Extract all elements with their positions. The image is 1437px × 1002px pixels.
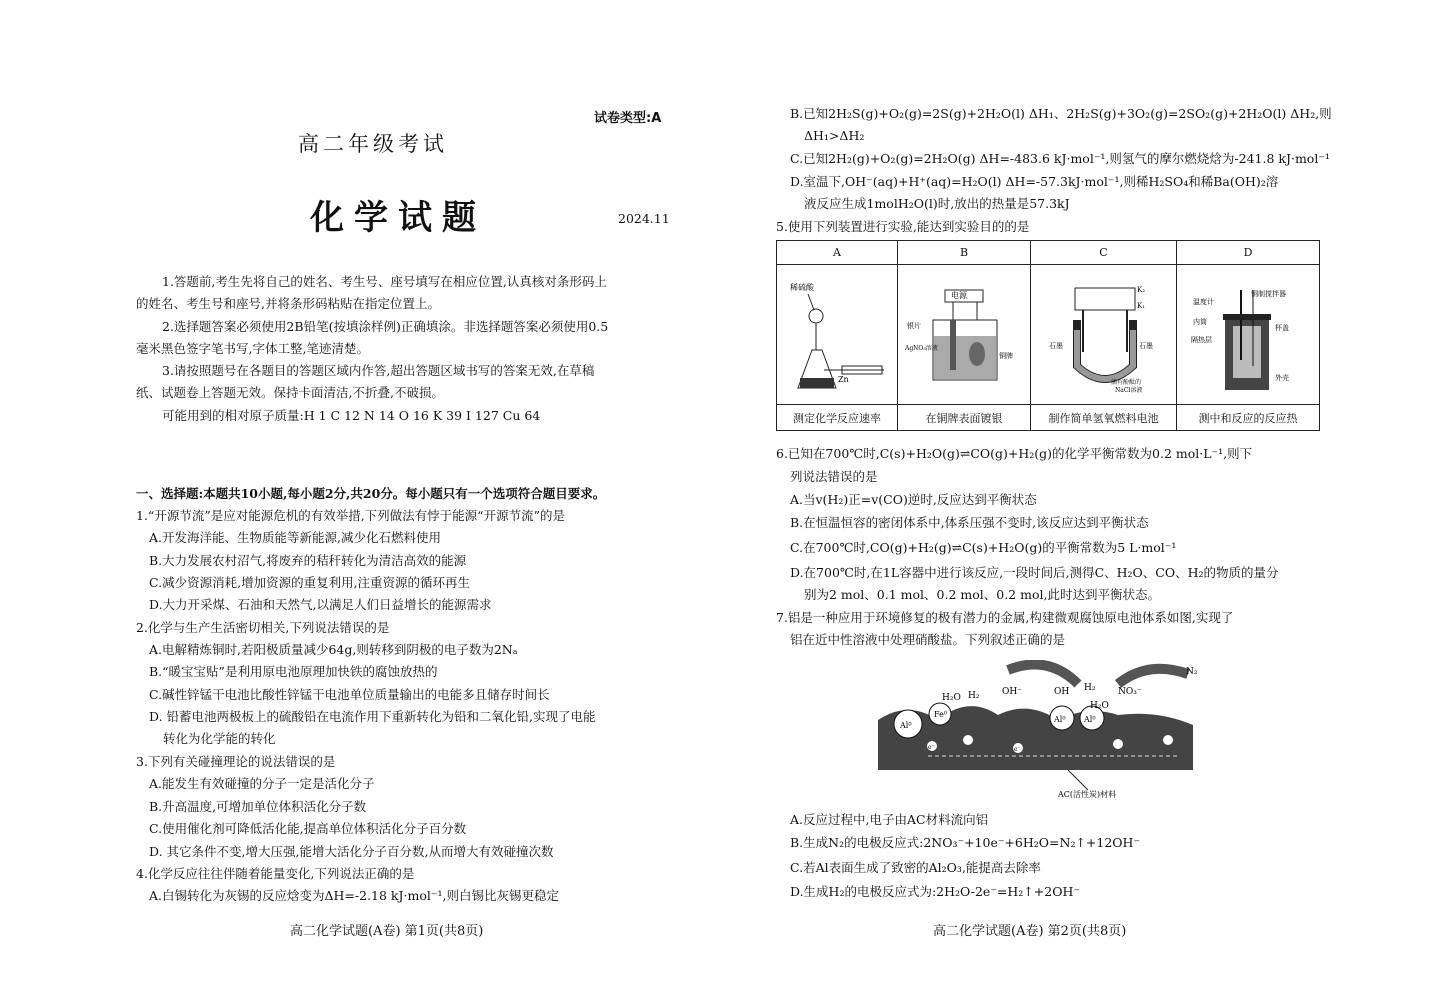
- option: D. 铅蓄电池两极板上的硫酸铅在电流作用下重新转化为铅和二氧化铅,实现了电能: [149, 709, 596, 724]
- page-footer: 高二化学试题(A卷) 第1页(共8页): [290, 924, 484, 939]
- label-shell: 外壳: [1275, 373, 1289, 382]
- exam-name: 高二年级考试: [298, 132, 448, 156]
- corrosion-figure: [868, 660, 1208, 800]
- page-footer: 高二化学试题(A卷) 第2页(共8页): [933, 924, 1127, 939]
- label-h2: H₂: [1084, 683, 1096, 693]
- table-header: D: [1177, 241, 1320, 265]
- label-n2: N₂: [1186, 667, 1198, 677]
- plating-diagram: [905, 270, 1023, 400]
- label-al: Al⁰: [1054, 715, 1066, 724]
- table-caption: 测定化学反应速率: [777, 405, 898, 431]
- label-graphite-right: 石墨: [1138, 341, 1153, 350]
- label-zn: Zn: [838, 374, 849, 384]
- option: C.已知2H₂(g)+O₂(g)=2H₂O(g) ΔH=-483.6 kJ·mol⁻¹,则氢气的摩尔燃烧焓为-241.8 kJ·mol⁻¹: [790, 151, 1330, 166]
- instruction-line: 3.请按照题号在各题目的答题区域内作答,超出答题区域书写的答案无效,在草稿: [162, 363, 595, 378]
- label-stirrer: 铜制搅拌器: [1251, 289, 1286, 298]
- label-oh: OH: [1054, 687, 1070, 697]
- instruction-line: 的姓名、考生号和座号,并将条形码粘贴在指定位置上。: [136, 296, 440, 311]
- option: B.生成N₂的电极反应式:2NO₃⁻+10e⁻+6H₂O=N₂↑+12OH⁻: [790, 835, 1141, 850]
- option: C.在700℃时,CO(g)+H₂(g)⇌C(s)+H₂O(g)的平衡常数为5 L·mol⁻¹: [790, 540, 1177, 555]
- label-agno3: AgNO₃溶液: [905, 344, 938, 352]
- question-stem: 5.使用下列装置进行实验,能达到实验目的的是: [776, 219, 1030, 234]
- option: B.已知2H₂S(g)+O₂(g)=2S(g)+2H₂O(l) ΔH₁、2H₂S(g)+3O₂(g)=2SO₂(g)+2H₂O(l) ΔH₂,则: [790, 106, 1332, 121]
- option-continued: 转化为化学能的转化: [163, 731, 276, 746]
- question-stem-continued: 列说法错误的是: [790, 469, 878, 484]
- option: A.反应过程中,电子由AC材料流向铝: [790, 812, 989, 827]
- figure-caption: AC(活性炭)材料: [1058, 790, 1117, 799]
- rate-apparatus-diagram: [778, 270, 896, 400]
- apparatus-c: [1031, 265, 1177, 405]
- option: D.在700℃时,在1L容器中进行该反应,一段时间后,测得C、H₂O、CO、H₂的物质的量分: [790, 565, 1279, 580]
- label-fe: Fe⁰: [934, 710, 948, 719]
- label-al: Al⁰: [1084, 715, 1096, 724]
- fuel-cell-diagram: [1045, 270, 1163, 400]
- label-copper: 铜牌: [999, 351, 1013, 360]
- apparatus-a: [777, 265, 898, 405]
- option: D. 其它条件不变,增大压强,能增大活化分子百分数,从而增大有效碰撞次数: [149, 844, 554, 859]
- section-title: 一、选择题:本题共10小题,每小题2分,共20分。每小题只有一个选项符合题目要求。: [136, 486, 606, 501]
- label-h2o: H₂O: [942, 693, 961, 703]
- table-header: B: [898, 241, 1031, 265]
- question-stem: 1.“开源节流”是应对能源危机的有效举措,下列做法有悖于能源“开源节流”的是: [136, 508, 565, 523]
- option: A.电解精炼铜时,若阳极质量减少64g,则转移到阴极的电子数为2Nₐ: [149, 642, 518, 657]
- label-k1: K₁: [1136, 301, 1145, 310]
- question-stem-continued: 铝在近中性溶液中处理硝酸盐。下列叙述正确的是: [790, 632, 1066, 647]
- label-h2: H₂: [968, 691, 980, 701]
- option: D.生成H₂的电极反应式为:2H₂O-2e⁻=H₂↑+2OH⁻: [790, 884, 1080, 899]
- option: A.当v(H₂)正=v(CO)逆时,反应达到平衡状态: [790, 492, 1037, 507]
- label-oh: OH⁻: [1002, 687, 1022, 697]
- table-caption: 测中和反应的反应热: [1177, 405, 1320, 431]
- option: B.在恒温恒容的密闭体系中,体系压强不变时,该反应达到平衡状态: [790, 515, 1149, 530]
- question-stem: 6.已知在700℃时,C(s)+H₂O(g)⇌CO(g)+H₂(g)的化学平衡常数为0.2 mol·L⁻¹,则下: [776, 446, 1253, 461]
- option: C.减少资源消耗,增加资源的重复利用,注重资源的循环再生: [149, 575, 471, 590]
- label-h2o: H₂O: [1090, 701, 1109, 711]
- instruction-line: 2.选择题答案必须使用2B铅笔(按填涂样例)正确填涂。非选择题答案必须使用0.5: [162, 319, 609, 334]
- option-continued: ΔH₁>ΔH₂: [804, 128, 865, 143]
- label-inner-cup: 内筒: [1193, 317, 1207, 326]
- table-header: A: [777, 241, 898, 265]
- question-stem: 7.铝是一种应用于环境修复的极有潜力的金属,构建微观腐蚀原电池体系如图,实现了: [776, 610, 1234, 625]
- label-power: 电源: [951, 290, 967, 300]
- exam-date: 2024.11: [618, 211, 670, 226]
- label-k2: K₂: [1136, 285, 1145, 294]
- atomic-masses: 可能用到的相对原子质量:H 1 C 12 N 14 O 16 K 39 I 127 Cu 64: [162, 408, 541, 423]
- option: C.若Al表面生成了致密的Al₂O₃,能提高去除率: [790, 860, 1041, 875]
- option: D.大力开采煤、石油和天然气,以满足人们日益增长的能源需求: [149, 597, 492, 612]
- option: A.白锡转化为灰锡的反应焓变为ΔH=-2.18 kJ·mol⁻¹,则白锡比灰锡更稳定: [149, 888, 559, 903]
- label-insulation: 隔热层: [1191, 335, 1212, 344]
- label-electron: e⁻: [1014, 746, 1021, 753]
- calorimeter-diagram: [1189, 270, 1307, 400]
- option: C.碱性锌锰干电池比酸性锌锰干电池单位质量输出的电能多且储存时间长: [149, 687, 550, 702]
- label-thermometer: 温度计: [1193, 297, 1214, 306]
- option-continued: 别为2 mol、0.1 mol、0.2 mol、0.2 mol,此时达到平衡状态。: [804, 587, 1160, 602]
- subject-title: 化学试题: [310, 198, 486, 238]
- label-dilute-acid: 稀硫酸: [790, 282, 814, 292]
- apparatus-table: [776, 240, 1320, 431]
- table-caption: 制作简单氢氧燃料电池: [1031, 405, 1177, 431]
- apparatus-d: [1177, 265, 1320, 405]
- table-header: C: [1031, 241, 1177, 265]
- instruction-line: 毫米黑色签字笔书写,字体工整,笔迹清楚。: [136, 341, 369, 356]
- option: D.室温下,OH⁻(aq)+H⁺(aq)=H₂O(l) ΔH=-57.3kJ·mol⁻¹,则稀H₂SO₄和稀Ba(OH)₂溶: [790, 174, 1279, 189]
- question-stem: 3.下列有关碰撞理论的说法错误的是: [136, 754, 336, 769]
- option-continued: 液反应生成1molH₂O(l)时,放出的热量是57.3kJ: [804, 196, 1070, 211]
- page-1: [0, 0, 718, 1002]
- label-lid: 杯盖: [1275, 323, 1289, 332]
- apparatus-b: [898, 265, 1031, 405]
- option: A.开发海洋能、生物质能等新能源,减少化石燃料使用: [149, 530, 441, 545]
- question-stem: 2.化学与生产生活密切相关,下列说法错误的是: [136, 620, 390, 635]
- exam-type: 试卷类型:A: [594, 111, 662, 126]
- label-silver: 银片: [907, 321, 921, 330]
- page-2: [718, 0, 1437, 1002]
- label-electron: e⁻: [928, 744, 935, 751]
- question-stem: 4.化学反应往往伴随着能量变化,下列说法正确的是: [136, 866, 415, 881]
- table-caption: 在铜牌表面镀银: [898, 405, 1031, 431]
- label-al: Al⁰: [900, 721, 912, 730]
- option: B.升高温度,可增加单位体积活化分子数: [149, 799, 367, 814]
- label-no3: NO₃⁻: [1118, 687, 1142, 697]
- label-phenolphthalein: 滴有酚酞的: [1110, 378, 1141, 386]
- option: B.大力发展农村沼气,将废弃的秸秆转化为清洁高效的能源: [149, 553, 467, 568]
- instruction-line: 纸、试题卷上答题无效。保持卡面清洁,不折叠,不破损。: [136, 385, 444, 400]
- option: C.使用催化剂可降低活化能,提高单位体积活化分子百分数: [149, 821, 467, 836]
- option: B.“暖宝宝贴”是利用原电池原理加快铁的腐蚀放热的: [149, 664, 438, 679]
- label-nacl: NaCl溶液: [1114, 386, 1142, 394]
- option: A.能发生有效碰撞的分子一定是活化分子: [149, 776, 375, 791]
- instruction-line: 1.答题前,考生先将自己的姓名、考生号、座号填写在相应位置,认真核对条形码上: [162, 274, 607, 289]
- label-graphite-left: 石墨: [1048, 341, 1063, 350]
